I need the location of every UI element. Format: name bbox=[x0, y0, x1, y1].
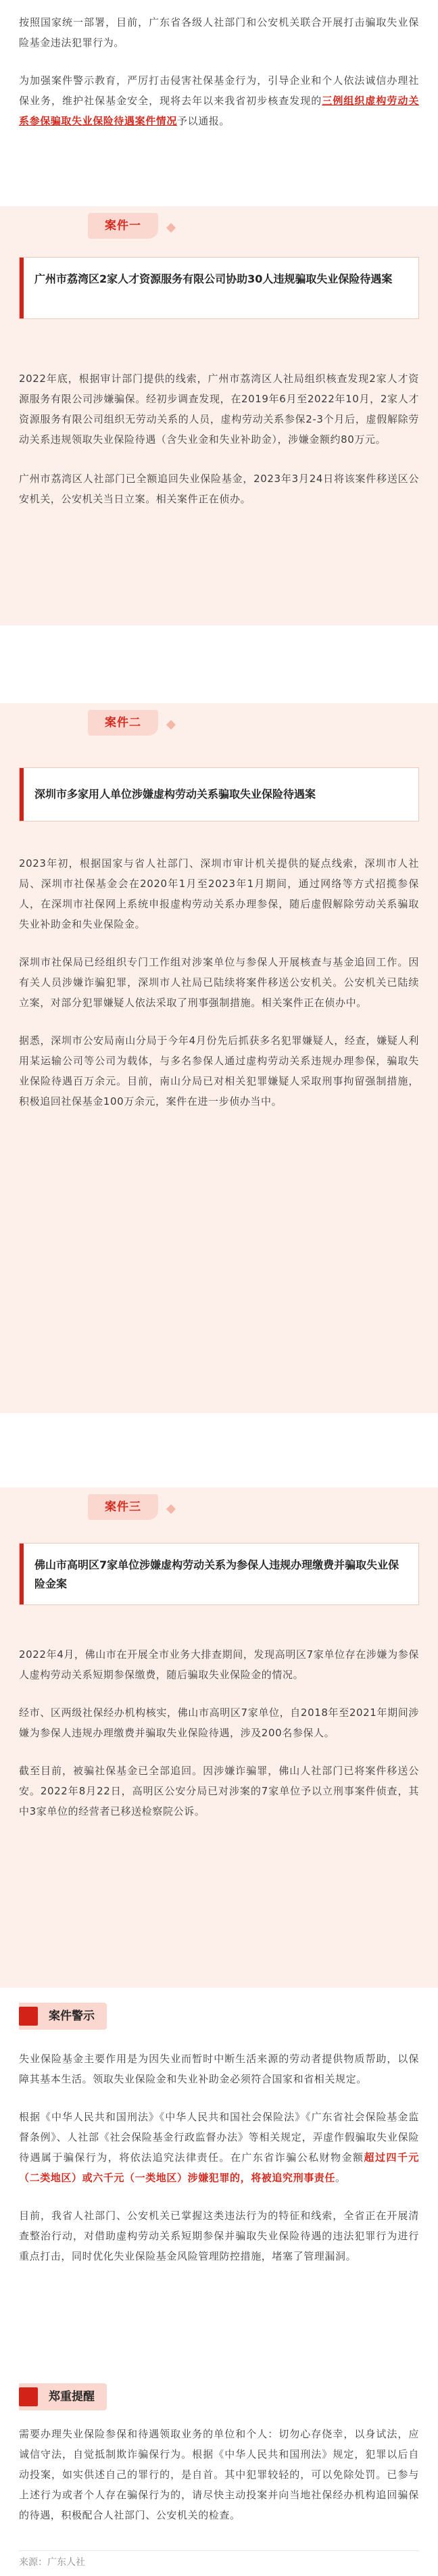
case-3-paragraph: 截至目前，被骗社保基金已全部追回。因涉嫌诈骗罪，佛山人社部门已将案件移送公安。2022年8月22日，高明区公安分局已对涉案的7家单位予以立刑事案件侦查，其中3家单位的经营者已移送检察院公诉。 bbox=[19, 1765, 419, 1817]
case-1-title: 广州市荔湾区2家人才资源服务有限公司协助30人违规骗取失业保险待遇案 bbox=[34, 272, 393, 285]
case-2-title: 深圳市多家用人单位涉嫌虚构劳动关系骗取失业保险待遇案 bbox=[34, 788, 316, 801]
warning-paragraph-2: 根据《中华人民共和国刑法》《中华人民共和国社会保险法》《广东省社会保险基金监督条例》、人社部《社会保险基金行政监督办法》等相关规定，弄虚作假骗取失业保险待遇属于骗保行为，将依法追究法律责任。在广东省诈骗公私财物金额超过四千元（二类地区）或六千元（一类地区）涉嫌犯罪的，将被追究刑事责任。 bbox=[19, 2111, 419, 2184]
warning-tag-label: 案件警示 bbox=[19, 2003, 107, 2030]
case-2-paragraph: 深圳市社保局已经组织专门工作组对涉案单位与参保人开展核查与基金追回工作。因有关人员涉嫌诈骗犯罪，深圳市人社局已陆续将案件移送公安机关。公安机关已陆续立案，对部分犯罪嫌疑人依法采取了刑事强制措施。相关案件正在侦办中。 bbox=[19, 956, 419, 1009]
case-2-paragraph: 2023年初，根据国家与省人社部门、深圳市审计机关提供的疑点线索，深圳市人社局、深圳市社保基金会在2020年1月至2023年1月期间，通过网络等方式招揽参保人，在深圳市社保网上系统申报虚构劳动关系办理参保，随后虚假解除劳动关系骗取失业补助金和失业保险金。 bbox=[19, 857, 419, 930]
case-1-body bbox=[19, 368, 419, 509]
case-1-paragraph: 广州市荔湾区人社部门已全额追回失业保险基金，2023年3月24日将该案件移送区公安机关，公安机关当日立案。相关案件正在侦办。 bbox=[19, 473, 419, 505]
case-3-title-box bbox=[19, 1543, 419, 1605]
case-1-tag: 案件一 bbox=[88, 213, 158, 239]
case-1-paragraph: 2022年底，根据审计部门提供的线索，广州市荔湾区人社局组织核查发现2家人才资源服务有限公司涉嫌骗保。经初步调查发现，在2019年6月至2022年10月，2家人才资源服务有限公司组织无劳动关系的人员，虚构劳动关系参保2-3个月后，虚假解除劳动关系违规领取失业保险待遇（含失业金和失业补助金），涉嫌金额约80万元。 bbox=[19, 373, 419, 446]
case-2-title-box bbox=[19, 767, 419, 821]
reminder-paragraph: 需要办理失业保险参保和待遇领取业务的单位和个人：切勿心存侥幸，以身试法，应诚信守法，自觉抵制欺诈骗保行为。根据《中华人民共和国刑法》规定，犯罪以后自动投案，如实供述自己的罪行的，是自首。其中犯罪较轻的，可以免除处罚。已参与上述行为或者个人存在骗保行为的，请尽快主动投案并向当地社保经办机构追回骗保的待遇，积极配合人社部门、公安机关的检查。 bbox=[19, 2428, 419, 2521]
case-3-paragraph: 经市、区两级社保经办机构核实，佛山市高明区7家单位，自2018年至2021年期间涉嫌为参保人违规办理缴费并骗取失业保险待遇，涉及200名参保人。 bbox=[19, 1707, 419, 1739]
warning-tag bbox=[19, 2003, 120, 2030]
intro-section bbox=[19, 12, 419, 131]
intro-highlight: 三例组织虚构劳动关系参保骗取失业保险待遇案件情况 bbox=[19, 95, 419, 127]
source-line: 来源：广东人社 bbox=[19, 2557, 85, 2568]
reminder-tag-label: 郑重提醒 bbox=[19, 2383, 107, 2410]
case-1-title-box bbox=[19, 257, 419, 319]
reminder-tag bbox=[19, 2383, 120, 2410]
case-3-body bbox=[19, 1644, 419, 1821]
intro-paragraph-1: 按照国家统一部署，目前，广东省各级人社部门和公安机关联合开展打击骗取失业保险基金违法犯罪行为。 bbox=[19, 16, 419, 49]
case-3-title: 佛山市高明区7家单位涉嫌虚构劳动关系为参保人违规办理缴费并骗取失业保险金案 bbox=[34, 1558, 399, 1590]
intro-paragraph-2: 为加强案件警示教育，严厉打击侵害社保基金行为，引导企业和个人依法诚信办理社保业务，维护社保基金安全，现将去年以来我省初步核查发现的三例组织虚构劳动关系参保骗取失业保险待遇案件情况予以通报。 bbox=[19, 74, 419, 127]
reminder-body bbox=[19, 2424, 419, 2525]
case-2-tag: 案件二 bbox=[88, 710, 158, 736]
case-2-body bbox=[19, 853, 419, 1112]
warning-paragraph-1: 失业保险基金主要作用是为因失业而暂时中断生活来源的劳动者提供物质帮助，以保障其基本生活。领取失业保险金和失业补助金必须符合国家和省相关规定。 bbox=[19, 2053, 419, 2085]
case-3-paragraph: 2022年4月，佛山市在开展全市业务大排查期间，发现高明区7家单位存在涉嫌为参保人虚构劳动关系短期参保缴费，随后骗取失业保险金的情况。 bbox=[19, 1648, 419, 1681]
reminder-square-icon bbox=[19, 2387, 38, 2406]
footer-divider bbox=[19, 2550, 419, 2551]
case-3-tag: 案件三 bbox=[88, 1494, 158, 1520]
warning-body bbox=[19, 2049, 419, 2266]
warning-paragraph-3: 目前，我省人社部门、公安机关已掌握这类违法行为的特征和线索，全省正在开展清查整治行动，对借助虚构劳动关系短期参保并骗取失业保险待遇的违法犯罪行为进行重点打击，同时优化失业保险基金风险管理防控措施，堵塞了管理漏洞。 bbox=[19, 2210, 419, 2262]
warning-highlight: 超过四千元（二类地区）或六千元（一类地区）涉嫌犯罪的，将被追究刑事责任 bbox=[19, 2151, 419, 2184]
case-2-paragraph: 据悉，深圳市公安局南山分局于今年4月份先后抓获多名犯罪嫌疑人，经查，嫌疑人利用某运输公司等公司为载体，与多名参保人通过虚构劳动关系违规办理参保，骗取失业保险待遇百万余元。目前，南山分局已对相关犯罪嫌疑人采取刑事拘留强制措施，积极追回社保基金100万余元，案件在进一步侦办当中。 bbox=[19, 1034, 419, 1107]
warning-square-icon bbox=[19, 2007, 38, 2026]
